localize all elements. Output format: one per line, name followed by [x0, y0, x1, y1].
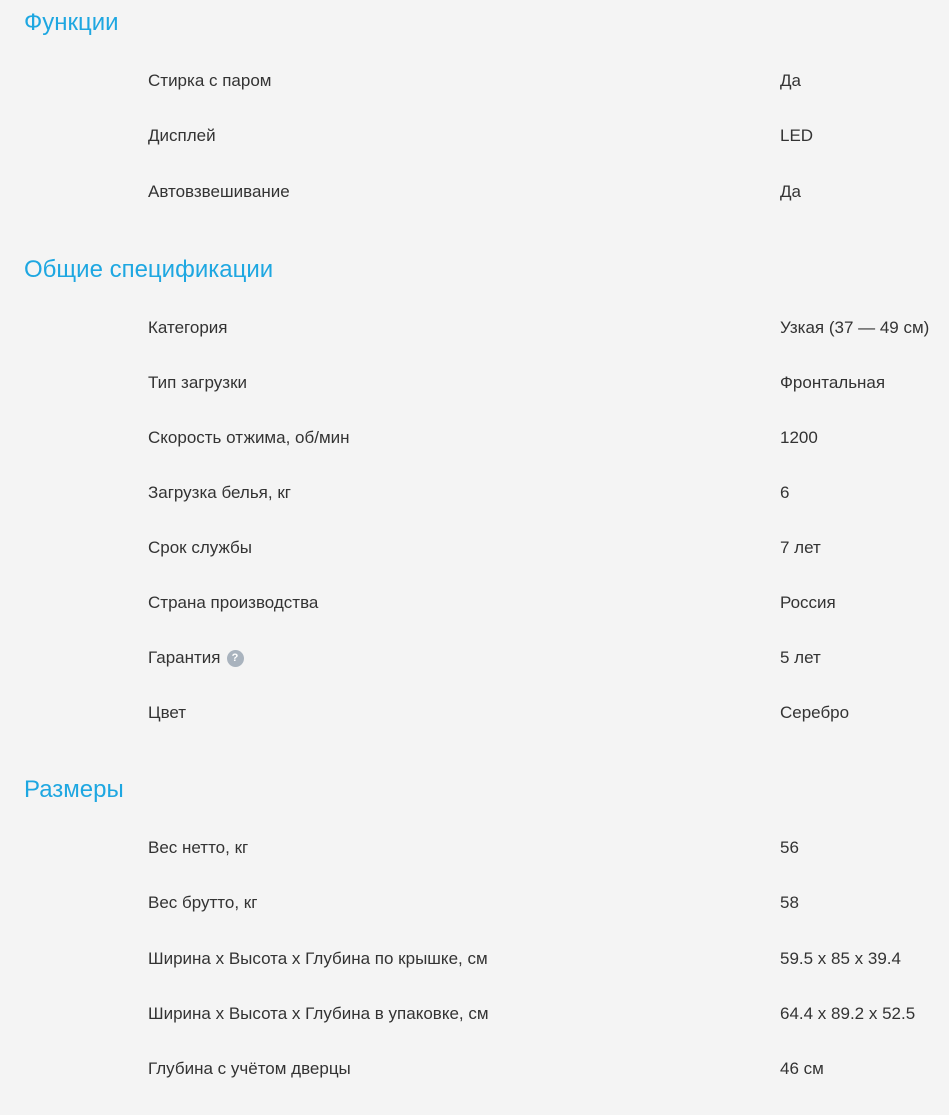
spec-row	[0, 1054, 949, 1084]
spec-label: Ширина x Высота x Глубина по крышке, см	[148, 949, 488, 968]
spec-row	[0, 423, 949, 453]
question-icon[interactable]: ?	[227, 650, 244, 667]
spec-row	[0, 478, 949, 508]
section-title-general-specs: Общие спецификации	[24, 256, 274, 283]
spec-value: 6	[780, 483, 790, 502]
spec-label-text: Гарантия	[148, 648, 221, 667]
spec-value: Да	[780, 71, 801, 90]
spec-row-warranty	[0, 643, 949, 673]
spec-value: 56	[780, 838, 799, 857]
spec-row	[0, 121, 949, 151]
spec-row	[0, 588, 949, 618]
spec-value: 7 лет	[780, 538, 821, 557]
spec-row	[0, 944, 949, 974]
spec-label: Ширина x Высота x Глубина в упаковке, см	[148, 1004, 489, 1023]
spec-value: 46 см	[780, 1059, 824, 1078]
spec-label: Стирка с паром	[148, 71, 272, 90]
spec-value: 59.5 x 85 x 39.4	[780, 949, 901, 968]
spec-label: Дисплей	[148, 126, 216, 145]
spec-label: Скорость отжима, об/мин	[148, 428, 350, 447]
spec-label: Загрузка белья, кг	[148, 483, 291, 502]
spec-row	[0, 368, 949, 398]
spec-row	[0, 177, 949, 207]
section-title-functions: Функции	[24, 9, 119, 36]
spec-value: 58	[780, 893, 799, 912]
spec-label-warranty	[148, 643, 244, 673]
section-title-dimensions: Размеры	[24, 776, 124, 803]
spec-row	[0, 533, 949, 563]
spec-value: Серебро	[780, 703, 850, 722]
spec-value: Да	[780, 182, 801, 201]
spec-row	[0, 313, 949, 343]
spec-label: Категория	[148, 318, 228, 337]
spec-label: Вес нетто, кг	[148, 838, 249, 857]
spec-label: Цвет	[148, 703, 187, 722]
spec-value: 1200	[780, 428, 818, 447]
spec-row	[0, 66, 949, 96]
spec-value: 64.4 x 89.2 x 52.5	[780, 1004, 916, 1023]
spec-row	[0, 999, 949, 1029]
spec-value: 5 лет	[780, 648, 821, 667]
spec-label: Страна производства	[148, 593, 319, 612]
spec-value: LED	[780, 126, 814, 145]
spec-value: Россия	[780, 593, 836, 612]
spec-label: Автовзвешивание	[148, 182, 290, 201]
spec-label: Вес брутто, кг	[148, 893, 258, 912]
spec-label: Срок службы	[148, 538, 252, 557]
spec-row	[0, 698, 949, 728]
spec-value: Узкая (37 — 49 см)	[780, 318, 930, 337]
spec-label: Тип загрузки	[148, 373, 248, 392]
spec-label: Глубина с учётом дверцы	[148, 1059, 351, 1078]
spec-row	[0, 833, 949, 863]
spec-value: Фронтальная	[780, 373, 886, 392]
spec-row	[0, 888, 949, 918]
